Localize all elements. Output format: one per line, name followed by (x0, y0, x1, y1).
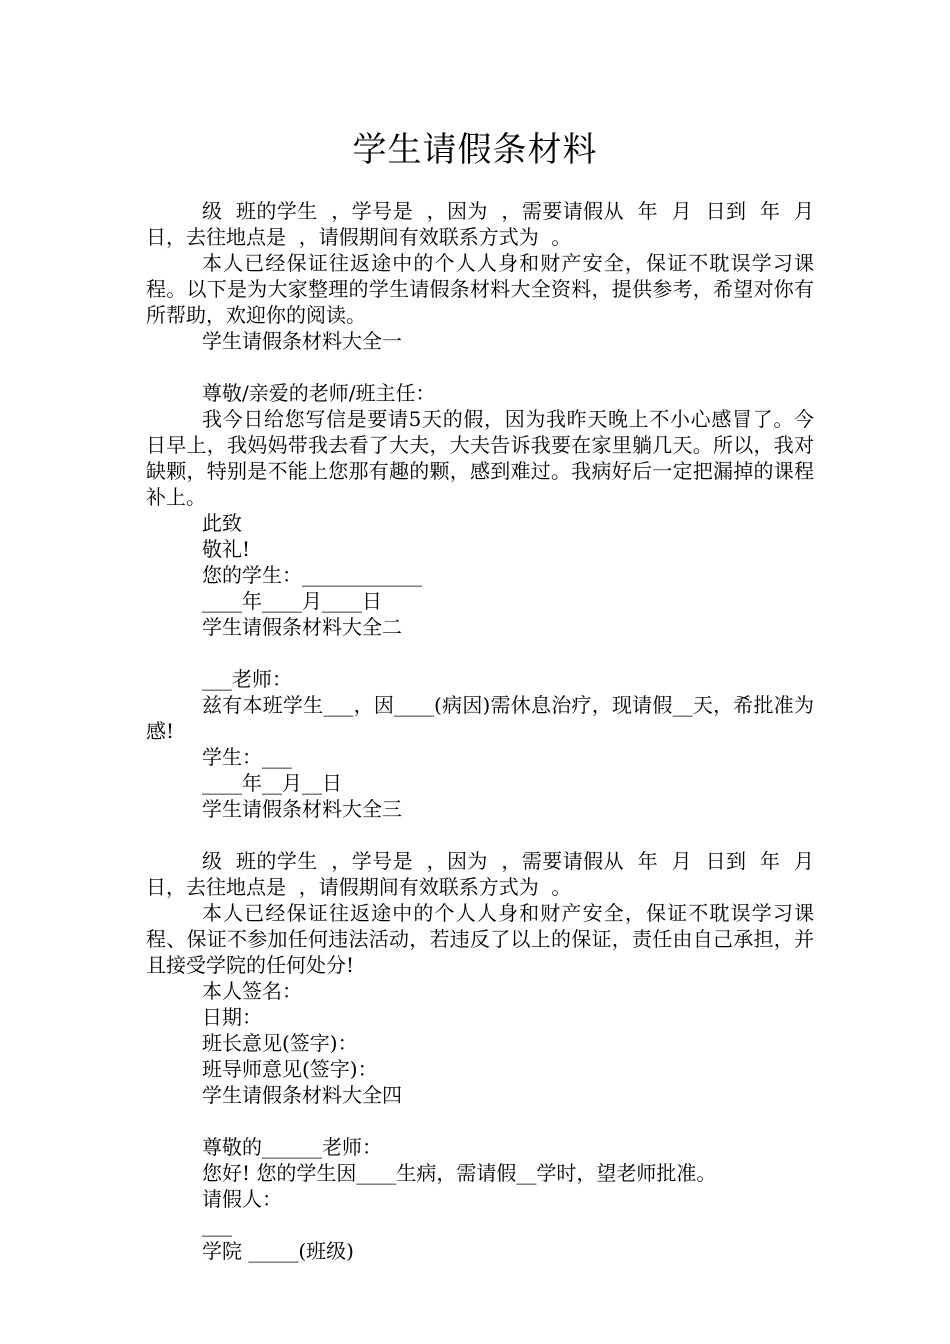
section-heading: 学生请假条材料大全一 (202, 329, 402, 353)
blank-line (146, 354, 814, 380)
signature-line: 本人签名： (202, 979, 302, 1003)
date-line: ____年____月____日 (202, 589, 382, 613)
closing-line: 敬礼! (202, 537, 251, 561)
signature-line: 您的学生：____________ (202, 563, 422, 587)
signature-line: 请假人： (202, 1187, 282, 1211)
document-body (146, 198, 827, 1264)
signature-line: 班长意见(签字)： (202, 1031, 358, 1055)
section-heading: 学生请假条材料大全三 (202, 797, 402, 821)
paragraph: 我今日给您写信是要请5天的假，因为我昨天晚上不小心感冒了。今日早上，我妈妈带我去看了大夫，大夫告诉我要在家里躺几天。所以，我对缺颗，特别是不能上您那有趣的颗，感到难过。我病好后一定把漏掉的课程补上。 (146, 407, 814, 509)
blank-line (146, 1108, 814, 1134)
signature-line: ___ (202, 1213, 232, 1237)
paragraph: 兹有本班学生___，因____(病因)需休息治疗，现请假__天，希批准为感! (146, 693, 814, 743)
date-line: ____年__月__日 (202, 771, 342, 795)
closing-line: 此致 (202, 511, 242, 535)
section-heading: 学生请假条材料大全二 (202, 615, 402, 639)
paragraph: 级 班的学生 ，学号是 ，因为 ，需要请假从 年 月 日到 年 月 日，去往地点是 ，请假期间有效联系方式为 。 (146, 199, 827, 249)
section-heading: 学生请假条材料大全四 (202, 1083, 402, 1107)
salutation: 尊敬/亲爱的老师/班主任： (202, 381, 436, 405)
paragraph: 本人已经保证往返途中的个人人身和财产安全，保证不耽误学习课程、保证不参加任何违法活动，若违反了以上的保证，责任由自己承担，并且接受学院的任何处分! (146, 901, 814, 977)
date-line: 日期： (202, 1005, 262, 1029)
blank-line (146, 822, 814, 848)
paragraph: 级 班的学生 ，学号是 ，因为 ，需要请假从 年 月 日到 年 月 日，去往地点是 ，请假期间有效联系方式为 。 (146, 849, 827, 899)
paragraph: 本人已经保证往返途中的个人人身和财产安全，保证不耽误学习课程。以下是为大家整理的学生请假条材料大全资料，提供参考，希望对你有所帮助，欢迎你的阅读。 (146, 251, 814, 327)
paragraph: 您好! 您的学生因____生病，需请假__学时，望老师批准。 (202, 1161, 717, 1185)
document-title: 学生请假条材料 (352, 130, 598, 170)
salutation: ___老师： (202, 667, 292, 691)
signature-line: 班导师意见(签字)： (202, 1057, 378, 1081)
signature-line: 学院 _____(班级) (202, 1239, 354, 1263)
salutation: 尊敬的______老师： (202, 1135, 382, 1159)
blank-line (146, 640, 814, 666)
signature-line: 学生：___ (202, 745, 292, 769)
